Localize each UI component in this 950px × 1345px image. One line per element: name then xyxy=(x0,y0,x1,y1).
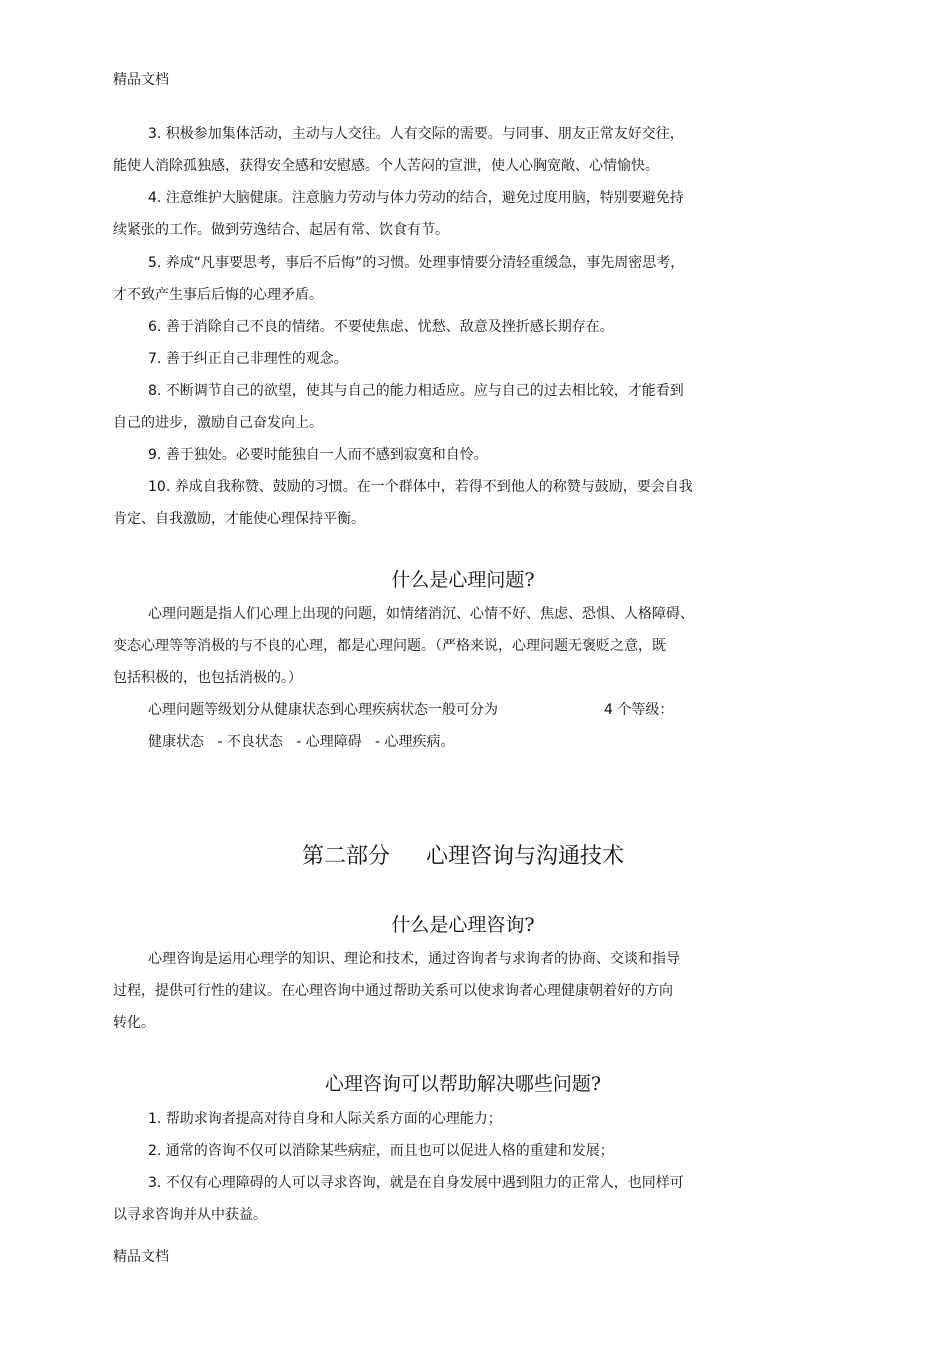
help-item-3-line-1: 3. 不仅有心理障碍的人可以寻求咨询，就是在自身发展中遇到阻力的正常人，也同样可 xyxy=(148,1175,684,1191)
help-item-3-line-2: 以寻求咨询并从中获益。 xyxy=(113,1207,267,1223)
section-title-counseling-help: 心理咨询可以帮助解决哪些问题? xyxy=(324,1073,602,1095)
page-footer: 精品文档 xyxy=(113,1249,169,1265)
help-item-2: 2. 通常的咨询不仅可以消除某些病症，而且也可以促进人格的重建和发展； xyxy=(148,1143,614,1159)
page-header: 精品文档 xyxy=(113,72,169,88)
section2-para-line-1: 心理咨询是运用心理学的知识、理论和技术，通过咨询者与求询者的协商、交谈和指导 xyxy=(148,951,680,967)
list-item-6: 6. 善于消除自己不良的情绪。不要使焦虑、忧愁、敌意及挫折感长期存在。 xyxy=(148,319,614,335)
list-item-10-line-2: 肯定、自我激励，才能使心理保持平衡。 xyxy=(113,511,365,527)
help-item-1: 1. 帮助求询者提高对待自身和人际关系方面的心理能力； xyxy=(148,1111,502,1127)
list-item-4-line-2: 续紧张的工作。做到劳逸结合、起居有常、饮食有节。 xyxy=(113,222,449,238)
section1-para-line-2: 变态心理等等消极的与不良的心理，都是心理问题。（严格来说，心理问题无褒贬之意，既 xyxy=(113,638,666,654)
list-item-4-line-1: 4. 注意维护大脑健康。注意脑力劳动与体力劳动的结合，避免过度用脑，特别要避免持 xyxy=(148,190,684,206)
part-heading xyxy=(113,844,813,870)
list-item-10-line-1: 10. 养成自我称赞、鼓励的习惯。在一个群体中，若得不到他人的称赞与鼓励，要会自我 xyxy=(148,479,693,495)
section-title-counseling: 什么是心理咨询? xyxy=(391,914,535,936)
levels-sequence: 健康状态 - 不良状态 - 心理障碍 - 心理疾病。 xyxy=(148,734,455,750)
section1-para-line-3: 包括积极的，也包括消极的。） xyxy=(113,670,302,686)
section2-para-line-3: 转化。 xyxy=(113,1015,155,1031)
list-item-7: 7. 善于纠正自己非理性的观念。 xyxy=(148,351,348,367)
levels-intro: 心理问题等级划分从健康状态到心理疾病状态一般可分为 xyxy=(148,702,498,718)
list-item-3-line-1: 3. 积极参加集体活动，主动与人交往。人有交际的需要。与同事、朋友正常友好交往， xyxy=(148,126,684,142)
part-title: 心理咨询与沟通技术 xyxy=(426,844,625,869)
section-title-psych-problem: 什么是心理问题? xyxy=(391,569,535,591)
part-label: 第二部分 xyxy=(301,844,390,869)
list-item-5-line-2: 才不致产生事后后悔的心理矛盾。 xyxy=(113,287,323,303)
section2-para-line-2: 过程，提供可行性的建议。在心理咨询中通过帮助关系可以使求询者心理健康朝着好的方向 xyxy=(113,983,673,999)
list-item-8-line-2: 自己的进步，激励自己奋发向上。 xyxy=(113,415,323,431)
levels-count: 4 个等级： xyxy=(604,702,674,718)
list-item-8-line-1: 8. 不断调节自己的欲望，使其与自己的能力相适应。应与自己的过去相比较，才能看到 xyxy=(148,383,684,399)
list-item-9: 9. 善于独处。必要时能独自一人而不感到寂寞和自怜。 xyxy=(148,447,488,463)
list-item-3-line-2: 能使人消除孤独感，获得安全感和安慰感。个人苦闷的宣泄，使人心胸宽敞、心情愉快。 xyxy=(113,158,659,174)
section1-para-line-1: 心理问题是指人们心理上出现的问题，如情绪消沉、心情不好、焦虑、恐惧、人格障碍、 xyxy=(148,606,694,622)
list-item-5-line-1: 5. 养成“凡事要思考，事后不后悔”的习惯。处理事情要分清轻重缓急，事先周密思考， xyxy=(148,255,685,271)
